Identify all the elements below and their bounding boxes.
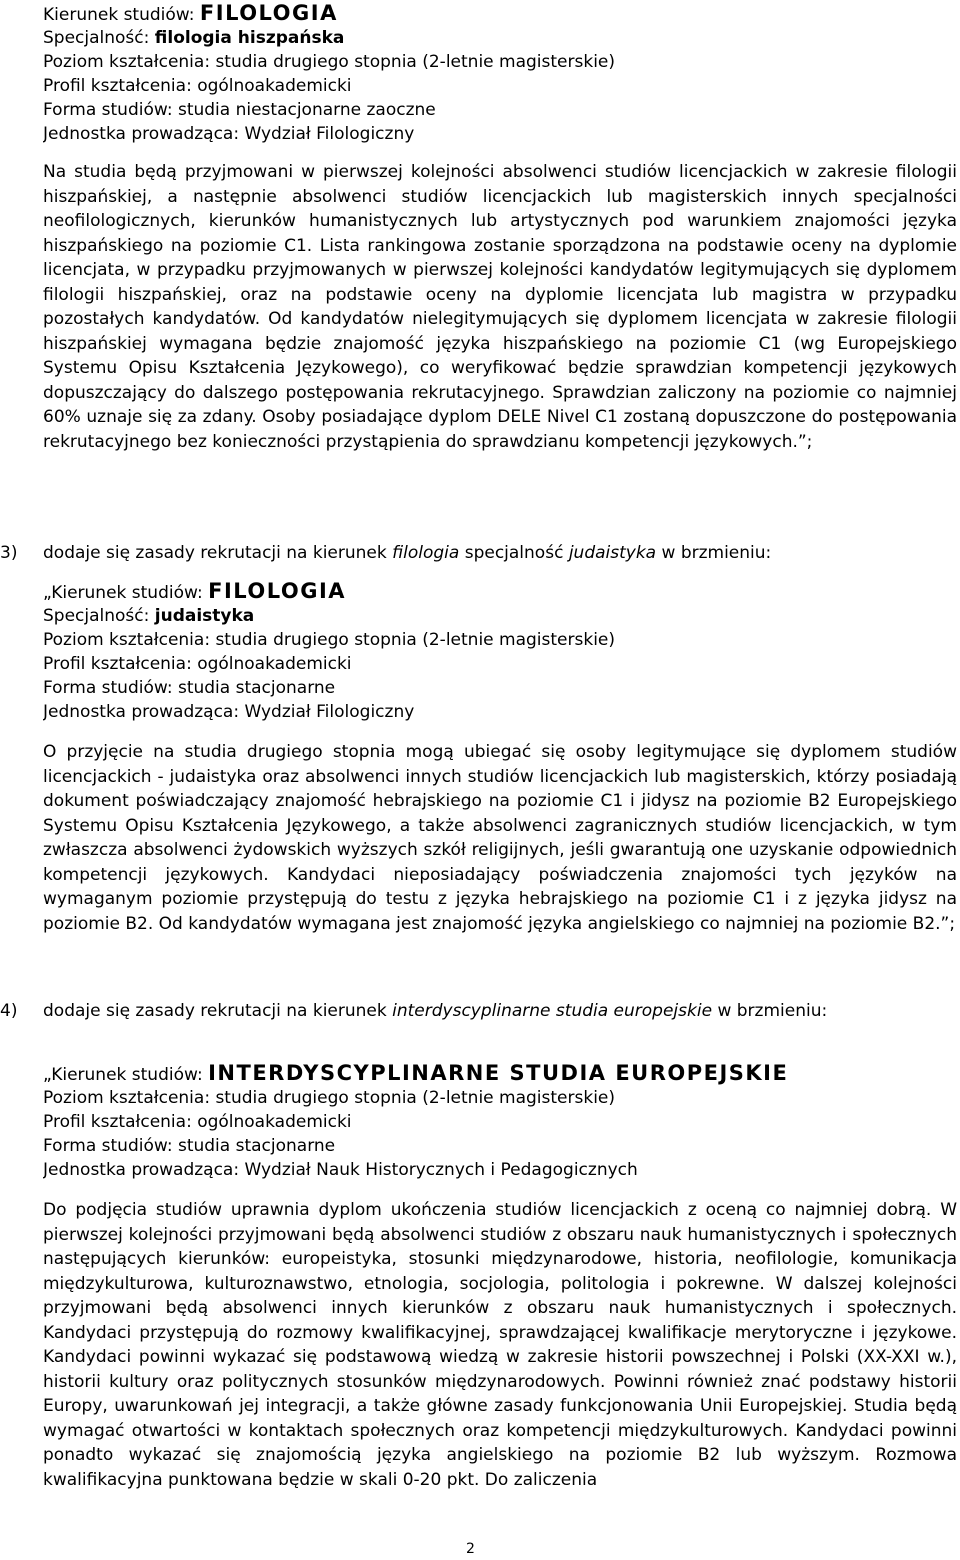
item4-text-post: w brzmieniu: <box>712 1001 828 1021</box>
item3-specjalnosc: judaistyka <box>568 543 657 563</box>
section2-header <box>43 578 955 724</box>
kierunek-label: „Kierunek studiów: <box>43 583 203 603</box>
section3-profil: Profil kształcenia: ogólnoakademicki <box>43 1112 352 1132</box>
section1-paragraph: Na studia będą przyjmowani w pierwszej kolejności absolwenci studiów licencjackich w zakresie filologii hiszpańskiej, a następnie absolwenci studiów licencjackich lub magisterskich innych specjalności neofilologicznych, kierunków humanistycznych lub artystycznych pod warunkiem znajomości języka hiszpańskiego na poziomie C1. Lista rankingowa zostanie sporządzona na podstawie oceny na dyplomie licencjata, w przypadku przyjmowanych w pierwszej kolejności kandydatów legitymujących się dyplomem filologii hiszpańskiej, oraz na podstawie oceny na dyplomie licencjata lub magistra w przypadku pozostałych kandydatów. Od kandydatów nielegitymujących się dyplomem licencjata w zakresie filologii hiszpańskiej wymagana będzie znajomość języka hiszpańskiego na poziomie C1 (wg Europejskiego Systemu Opisu Kształcenia Językowego), co weryfikować będzie sprawdzian kompetencji językowych dopuszczający do dalszego postępowania rekrutacyjnego. Sprawdzian zaliczony na poziomie co najmniej 60% uznaje się za zdany. Osoby posiadające dyplom DELE Nivel C1 zostaną dopuszczone do postępowania rekrutacyjnego bez konieczności przystąpienia do sprawdzianu kompetencji językowych.”; <box>43 162 957 452</box>
section3-forma: Forma studiów: studia stacjonarne <box>43 1136 336 1156</box>
section3-kierunek <box>43 1060 955 1086</box>
section2-forma: Forma studiów: studia stacjonarne <box>43 678 336 698</box>
kierunek-value: FILOLOGIA <box>199 1 338 25</box>
item3-text <box>43 541 957 566</box>
item4-text <box>43 999 957 1024</box>
item3-number: 3) <box>0 543 18 563</box>
kierunek-value: FILOLOGIA <box>208 579 347 603</box>
kierunek-label: „Kierunek studiów: <box>43 1065 203 1085</box>
specjalnosc-label: Specjalność: <box>43 28 150 48</box>
section2-specjalnosc <box>43 604 955 628</box>
specjalnosc-value: judaistyka <box>154 606 255 626</box>
section1-poziom: Poziom kształcenia: studia drugiego stopnia (2-letnie magisterskie) <box>43 52 616 72</box>
section2-kierunek <box>43 578 955 604</box>
section3-poziom: Poziom kształcenia: studia drugiego stopnia (2-letnie magisterskie) <box>43 1088 616 1108</box>
section1-kierunek <box>43 0 955 26</box>
item4-text-pre: dodaje się zasady rekrutacji na kierunek <box>43 1001 393 1021</box>
specjalnosc-label: Specjalność: <box>43 606 150 626</box>
item3-text-mid: specjalność <box>459 543 569 563</box>
section1-forma: Forma studiów: studia niestacjonarne zaoczne <box>43 100 436 120</box>
section3-header <box>43 1060 955 1182</box>
section1-specjalnosc <box>43 26 955 50</box>
section2-paragraph: O przyjęcie na studia drugiego stopnia mogą ubiegać się osoby legitymujące się dyplomem studiów licencjackich - judaistyka oraz absolwenci innych studiów licencjackich lub magisterskich, którzy posiadają dokument poświadczający znajomość hebrajskiego na poziomie C1 i jidysz na poziomie B2 Europejskiego Systemu Opisu Kształcenia Językowego, a także absolwenci zagranicznych studiów licencjackich, w tym zwłaszcza absolwenci żydowskich wyższych szkół religijnych, jeśli gwarantują one uzyskanie odpowiednich kompetencji językowych. Kandydaci nieposiadający poświadczenia znajomości tych języków na wymaganym poziomie przystępują do testu z języka hebrajskiego na poziomie C1 i z języka jidysz na poziomie B2. Od kandydatów wymagana jest znajomość języka angielskiego co najmniej na poziomie B2.”; <box>43 742 957 934</box>
section3-paragraph: Do podjęcia studiów uprawnia dyplom ukończenia studiów licencjackich z oceną co najmniej dobrą. W pierwszej kolejności przyjmowani będą absolwenci studiów z obszaru nauk humanistycznych i społecznych następujących kierunków: europeistyka, stosunki międzynarodowe, historia, neofilologie, komunikacja międzykulturowa, kulturoznawstwo, etnologia, socjologia, politologia i pokrewne. W dalszej kolejności przyjmowani będą absolwenci innych kierunków z obszaru nauk humanistycznych i społecznych. Kandydaci przystępują do rozmowy kwalifikacyjnej, sprawdzającej kwalifikacje merytoryczne i językowe. Kandydaci powinni wykazać się podstawową wiedzą w zakresie historii powszechnej i Polski (XX-XXI w.), historii kultury oraz politycznych stosunków międzynarodowych. Powinni również znać podstawy historii Europy, uwarunkowań jej integracji, a także główne zasady funkcjonowania Unii Europejskiej. Studia będą wymagać otwartości w kontaktach społecznych oraz kompetencji międzykulturowych. Kandydaci powinni ponadto wykazać się znajomością języka angielskiego na poziomie B2 lub wyższym. Rozmowa kwalifikacyjna punktowana będzie w skali 0-20 pkt. Do zaliczenia <box>43 1200 957 1490</box>
kierunek-value: INTERDYSCYPLINARNE STUDIA EUROPEJSKIE <box>208 1061 789 1085</box>
kierunek-label: Kierunek studiów: <box>43 5 195 25</box>
section1-jednostka: Jednostka prowadząca: Wydział Filologiczny <box>43 124 415 144</box>
page-number: 2 <box>466 1541 475 1557</box>
section1-header <box>43 0 955 146</box>
section1-profil: Profil kształcenia: ogólnoakademicki <box>43 76 352 96</box>
item4-kierunek: interdyscyplinarne studia europejskie <box>392 1001 713 1021</box>
item3-text-post: w brzmieniu: <box>656 543 772 563</box>
specjalnosc-value: filologia hiszpańska <box>154 28 345 48</box>
section2-profil: Profil kształcenia: ogólnoakademicki <box>43 654 352 674</box>
item3-kierunek: filologia <box>392 543 460 563</box>
section3-jednostka: Jednostka prowadząca: Wydział Nauk Historycznych i Pedagogicznych <box>43 1160 638 1180</box>
item4-number: 4) <box>0 1001 18 1021</box>
section2-poziom: Poziom kształcenia: studia drugiego stopnia (2-letnie magisterskie) <box>43 630 616 650</box>
item3-text-pre: dodaje się zasady rekrutacji na kierunek <box>43 543 393 563</box>
section2-jednostka: Jednostka prowadząca: Wydział Filologiczny <box>43 702 415 722</box>
